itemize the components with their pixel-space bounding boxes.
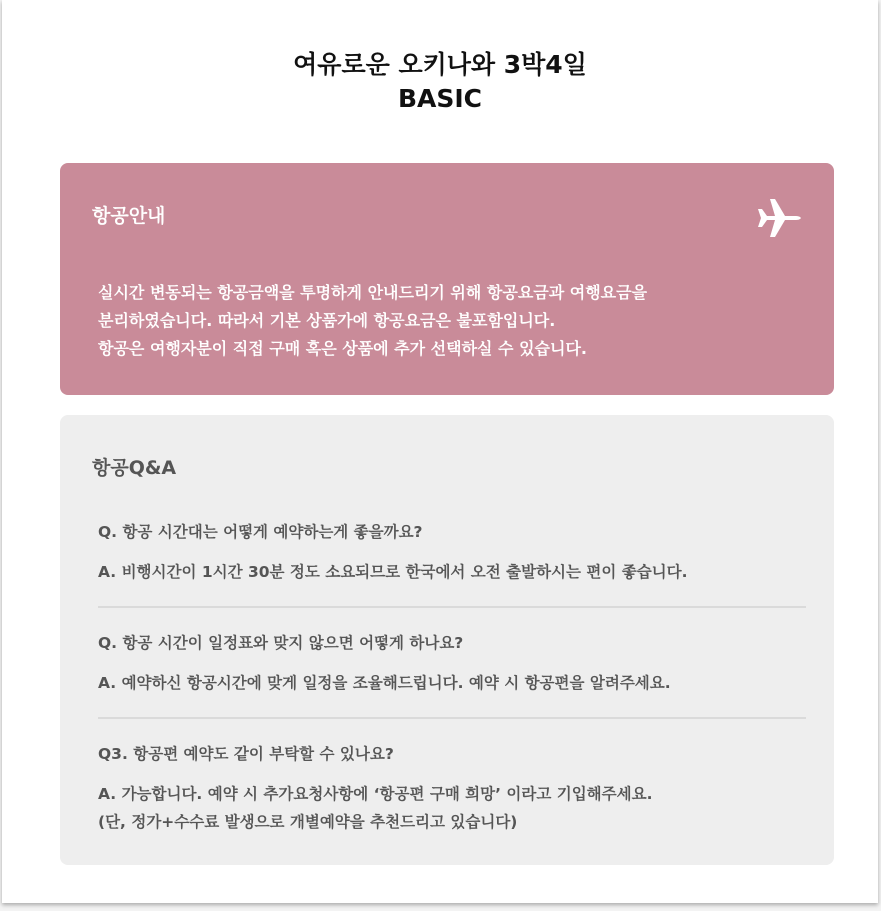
- flight-info-text: [98, 279, 647, 363]
- qa-heading: 항공Q&A: [92, 457, 177, 479]
- question: Q3. 항공편 예약도 같이 부탁할 수 있나요?: [98, 745, 394, 763]
- airplane-icon: [756, 195, 802, 241]
- page-card: [2, 0, 878, 903]
- qa-list: [98, 519, 806, 878]
- flight-info-line: 실시간 변동되는 항공금액을 투명하게 안내드리기 위해 항공요금과 여행요금을: [98, 283, 648, 302]
- answer-note: (단, 정가+수수료 발생으로 개별예약을 추천드리고 있습니다): [98, 813, 518, 831]
- flight-info-heading: 항공안내: [92, 205, 166, 227]
- page-title: [2, 48, 878, 116]
- answer: A. 가능합니다. 예약 시 추가요청사항에 ‘항공편 구매 희망’ 이라고 기입해주세요.: [98, 785, 653, 803]
- qa-item: [98, 741, 806, 856]
- question: Q. 항공 시간이 일정표와 맞지 않으면 어떻게 하나요?: [98, 634, 464, 652]
- title-line-1: 여유로운 오키나와 3박4일: [293, 50, 587, 79]
- flight-info-panel: [60, 163, 834, 395]
- title-line-2: BASIC: [397, 84, 483, 113]
- qa-item: [98, 519, 806, 608]
- answer: A. 예약하신 항공시간에 맞게 일정을 조율해드립니다. 예약 시 항공편을 알려주세요.: [98, 674, 671, 692]
- answer: A. 비행시간이 1시간 30분 정도 소요되므로 한국에서 오전 출발하시는 편이 좋습니다.: [98, 563, 688, 581]
- flight-info-line: 항공은 여행자분이 직접 구매 혹은 상품에 추가 선택하실 수 있습니다.: [98, 339, 587, 358]
- flight-info-line: 분리하였습니다. 따라서 기본 상품가에 항공요금은 불포함입니다.: [98, 311, 556, 330]
- qa-item: [98, 630, 806, 719]
- flight-qa-panel: [60, 415, 834, 865]
- question: Q. 항공 시간대는 어떻게 예약하는게 좋을까요?: [98, 523, 423, 541]
